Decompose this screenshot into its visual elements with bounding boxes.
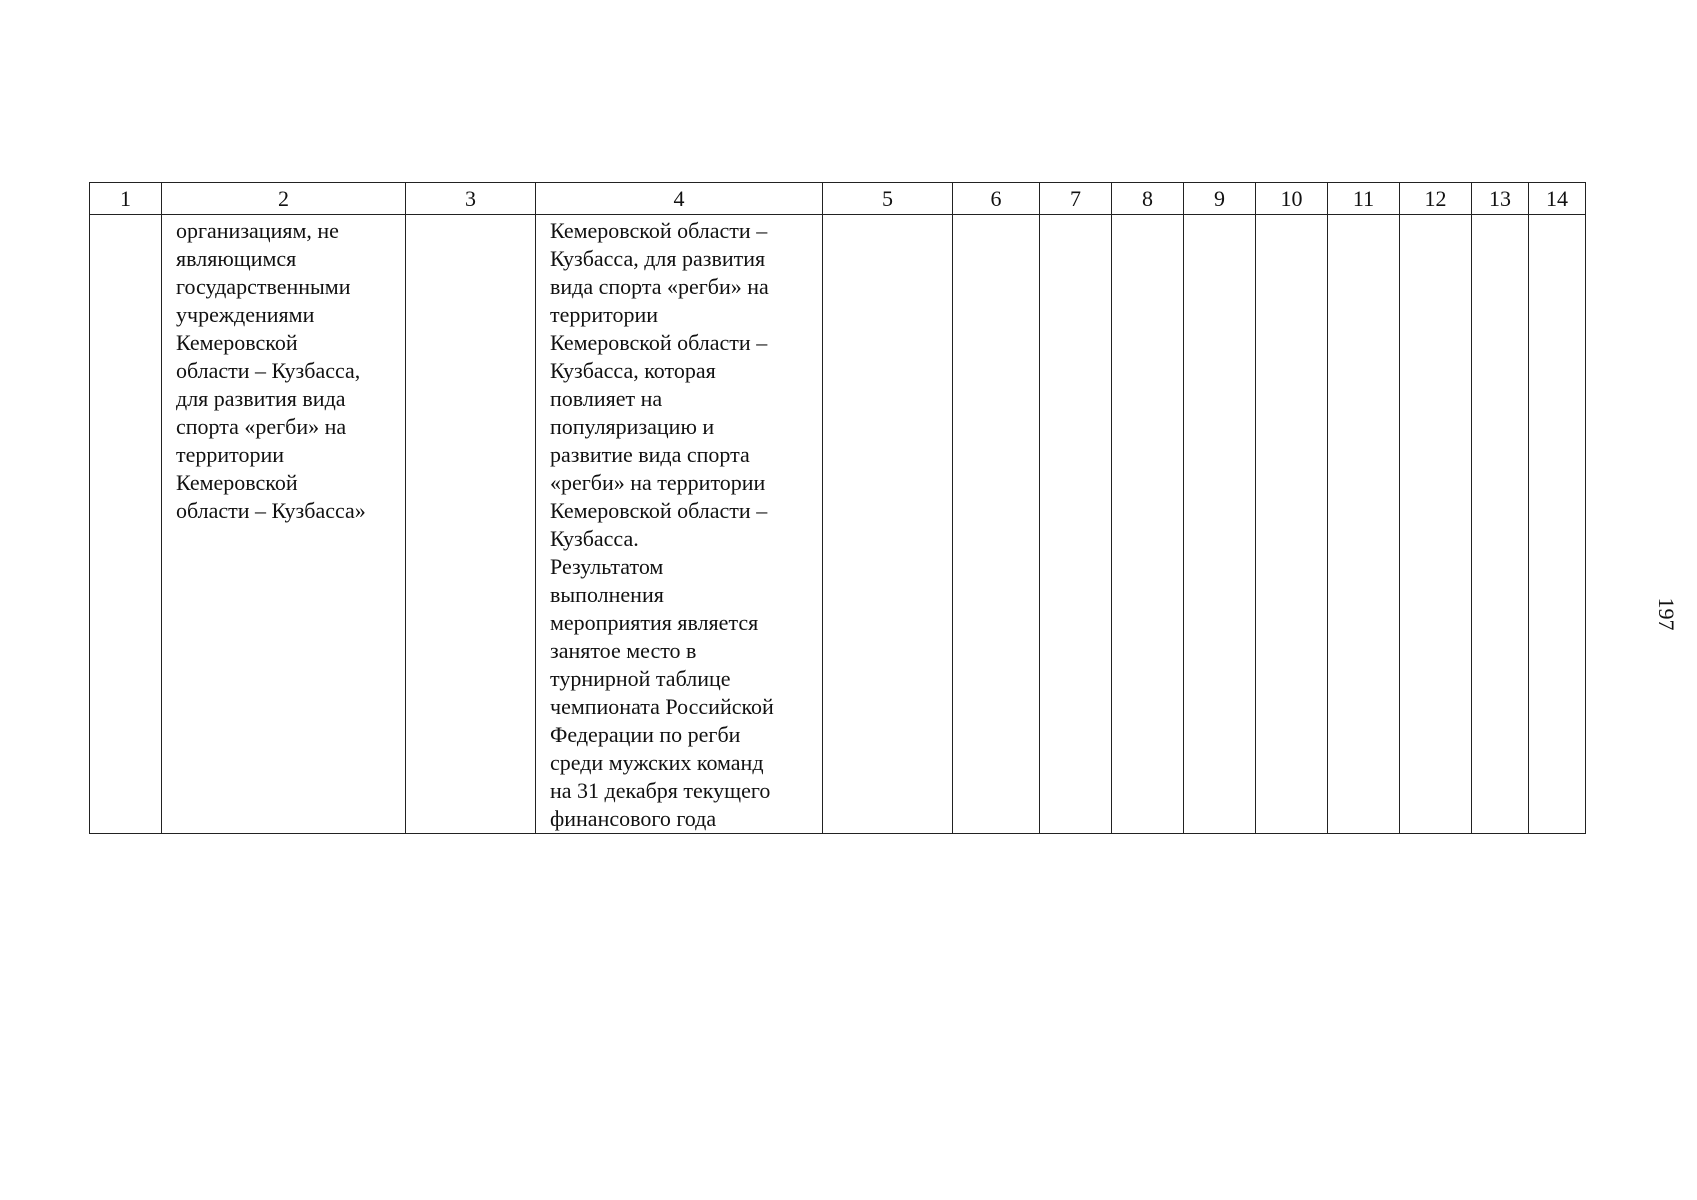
column-header-2: 2 (162, 183, 406, 215)
cell-col-12 (1400, 215, 1472, 834)
cell-col-2 (162, 215, 406, 834)
cell-col-5 (823, 215, 953, 834)
page-number: 197 (1654, 597, 1679, 631)
cell-col-2-text: организациям, не являющимся государственными учреждениями Кемеровской области – Кузбасса, для развития вида спорта «регби» на территории Кемеровской области – Кузбасса» (176, 218, 366, 523)
cell-col-3 (406, 215, 536, 834)
cell-col-10 (1256, 215, 1328, 834)
header-row (90, 183, 1586, 215)
column-header-10: 10 (1256, 183, 1328, 215)
cell-col-6 (953, 215, 1040, 834)
column-header-4: 4 (536, 183, 823, 215)
column-header-5: 5 (823, 183, 953, 215)
cell-col-4-text: Кемеровской области – Кузбасса, для развития вида спорта «регби» на территории Кемеровской области – Кузбасса, которая повлияет на популяризацию и развитие вида спорта «регби» на территории Кемеровской области – Кузбасса. Результатом выполнения мероприятия является занятое место в турнирной таблице чемпионата Российской Федерации по регби среди мужских команд на 31 декабря текущего финансового года (550, 218, 774, 831)
cell-col-1 (90, 215, 162, 834)
column-header-6: 6 (953, 183, 1040, 215)
cell-col-8 (1112, 215, 1184, 834)
cell-col-7 (1040, 215, 1112, 834)
table-row (90, 215, 1586, 834)
column-header-8: 8 (1112, 183, 1184, 215)
column-header-9: 9 (1184, 183, 1256, 215)
cell-col-14 (1529, 215, 1586, 834)
document-table (89, 182, 1586, 834)
column-header-7: 7 (1040, 183, 1112, 215)
column-header-3: 3 (406, 183, 536, 215)
column-header-14: 14 (1529, 183, 1586, 215)
cell-col-11 (1328, 215, 1400, 834)
cell-col-4 (536, 215, 823, 834)
column-header-12: 12 (1400, 183, 1472, 215)
column-header-13: 13 (1472, 183, 1529, 215)
column-header-1: 1 (90, 183, 162, 215)
cell-col-9 (1184, 215, 1256, 834)
cell-col-13 (1472, 215, 1529, 834)
column-header-11: 11 (1328, 183, 1400, 215)
